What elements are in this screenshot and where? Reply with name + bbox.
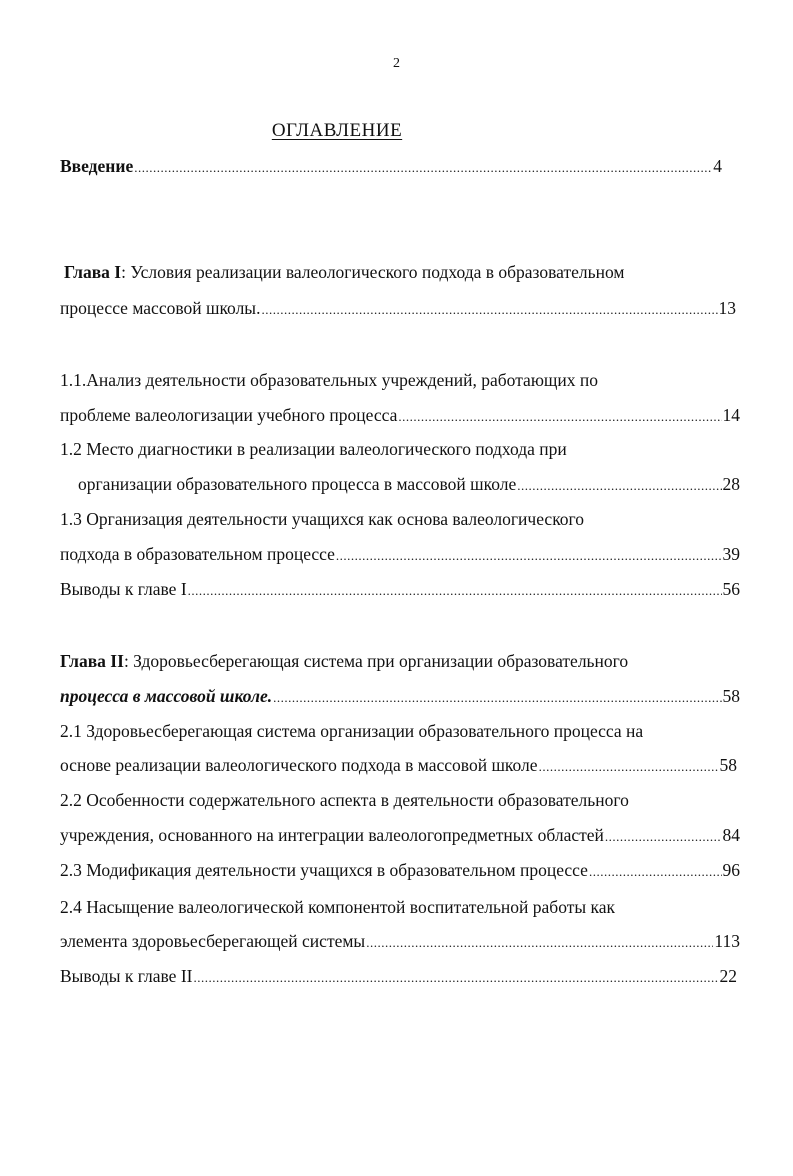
section-1-2-cont bbox=[78, 472, 740, 496]
chapter1-conclusion-label: Выводы к главе I bbox=[60, 579, 187, 599]
section-1-3-cont bbox=[60, 542, 740, 566]
chapter1-title-cont: процессе массовой школы. bbox=[60, 298, 261, 318]
chapter2-page: 58 bbox=[722, 686, 740, 706]
section-1-3-page: 39 bbox=[722, 544, 740, 564]
section-1-3-line1: 1.3 Организация деятельности учащихся как основа валеологического bbox=[60, 509, 585, 529]
section-1-1-line1: 1.1.Анализ деятельности образовательных учреждений, работающих по bbox=[60, 370, 598, 390]
chapter2-heading bbox=[60, 649, 628, 673]
chapter2-conclusion bbox=[60, 964, 737, 988]
chapter1-title: : Условия реализации валеологического подхода в образовательном bbox=[121, 262, 625, 282]
chapter2-conclusion-label: Выводы к главе II bbox=[60, 966, 193, 986]
chapter1-conclusion bbox=[60, 577, 740, 601]
section-1-2-line1: 1.2 Место диагностики в реализации валеологического подхода при bbox=[60, 439, 567, 459]
section-2-1-line2: основе реализации валеологического подхода в массовой школе bbox=[60, 755, 538, 775]
section-2-1-cont bbox=[60, 753, 737, 777]
section-1-3 bbox=[60, 507, 584, 531]
leader-dots bbox=[605, 825, 722, 849]
section-2-3 bbox=[60, 858, 740, 882]
chapter2-prefix: Глава II bbox=[60, 651, 124, 671]
chapter2-title: : Здоровьесберегающая система при организации образовательного bbox=[123, 651, 629, 671]
section-2-4-line2: элемента здоровьесберегающей системы bbox=[60, 931, 366, 951]
section-1-1 bbox=[60, 368, 598, 392]
chapter1-page: 13 bbox=[718, 298, 736, 318]
leader-dots bbox=[134, 156, 712, 180]
leader-dots bbox=[188, 579, 722, 603]
chapter1-conclusion-page: 56 bbox=[722, 579, 740, 599]
section-2-2-cont bbox=[60, 823, 740, 847]
section-2-3-line1: 2.3 Модификация деятельности учащихся в образовательном процессе bbox=[60, 860, 588, 880]
section-2-4-line1: 2.4 Насыщение валеологической компонентой воспитательной работы как bbox=[60, 897, 616, 917]
toc-entry-intro bbox=[60, 154, 722, 178]
chapter2-heading-cont bbox=[60, 684, 740, 708]
leader-dots bbox=[366, 931, 713, 955]
section-1-3-line2: подхода в образовательном процессе bbox=[60, 544, 335, 564]
section-1-2-line2: организации образовательного процесса в массовой школе bbox=[78, 474, 517, 494]
section-1-1-cont bbox=[60, 403, 740, 427]
section-2-4-page: 113 bbox=[714, 931, 740, 951]
page-number: 2 bbox=[393, 56, 400, 71]
section-1-2 bbox=[60, 437, 567, 461]
section-2-2-line1: 2.2 Особенности содержательного аспекта в деятельности образовательного bbox=[60, 790, 629, 810]
section-2-2-line2: учреждения, основанного на интеграции валеологопредметных областей bbox=[60, 825, 604, 845]
leader-dots bbox=[398, 405, 721, 429]
leader-dots bbox=[336, 544, 722, 568]
toc-title-text: ОГЛАВЛЕНИЕ bbox=[271, 120, 403, 141]
leader-dots bbox=[261, 298, 717, 322]
chapter1-heading bbox=[64, 260, 624, 284]
section-2-1-line1: 2.1 Здоровьесберегающая система организации образовательного процесса на bbox=[60, 721, 644, 741]
section-1-1-page: 14 bbox=[722, 405, 740, 425]
leader-dots bbox=[273, 686, 721, 710]
leader-dots bbox=[193, 966, 718, 990]
toc-title bbox=[0, 120, 674, 142]
section-2-4-cont bbox=[60, 929, 740, 953]
leader-dots bbox=[517, 474, 721, 498]
intro-label: Введение bbox=[60, 156, 134, 176]
section-1-1-line2: проблеме валеологизации учебного процесса bbox=[60, 405, 398, 425]
section-2-2-page: 84 bbox=[722, 825, 740, 845]
leader-dots bbox=[589, 860, 722, 884]
intro-page: 4 bbox=[713, 156, 722, 176]
section-2-3-page: 96 bbox=[722, 860, 740, 880]
leader-dots bbox=[539, 755, 719, 779]
section-2-1-page: 58 bbox=[719, 755, 737, 775]
chapter2-conclusion-page: 22 bbox=[719, 966, 737, 986]
section-2-4 bbox=[60, 895, 615, 919]
chapter2-title-cont: процесса в массовой школе. bbox=[60, 686, 273, 706]
chapter1-prefix: Глава I bbox=[64, 262, 122, 282]
section-1-2-page: 28 bbox=[722, 474, 740, 494]
section-2-1 bbox=[60, 719, 643, 743]
section-2-2 bbox=[60, 788, 629, 812]
chapter1-heading-cont bbox=[60, 296, 736, 320]
